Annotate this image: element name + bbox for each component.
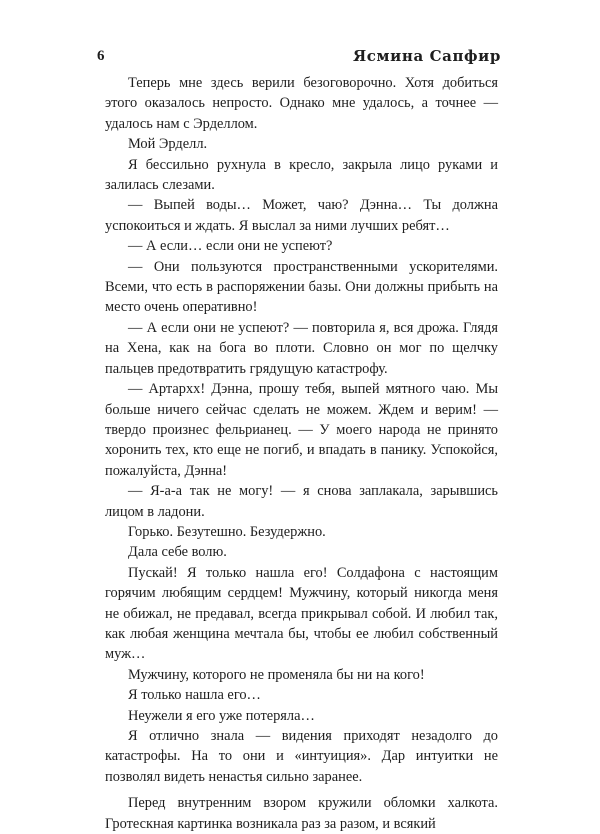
paragraph: Дала себе волю. [128, 544, 227, 561]
paragraph: Я только нашла его… [128, 687, 261, 704]
paragraph: Горько. Безутешно. Безудержно. [128, 523, 326, 540]
paragraph: — А если… если они не успеют? [128, 238, 333, 255]
paragraph: Теперь мне здесь верили безоговорочно. Хотя добиться этого оказалось непросто. Однако мне удалось, а точнее — удалось нам с Эрделлом. [105, 75, 498, 132]
paragraph: — Артархх! Дэнна, прошу тебя, выпей мятного чаю. Мы больше ничего сейчас сделать не можем. Ждем и верим! — твердо произнес фельрианец. — У моего народа не принято хоронить тех, кто еще не погиб, и впадать в панику. Успокойся, пожалуйста, Дэнна! [105, 381, 498, 479]
running-head-author: Ясмина Сапфир [352, 47, 501, 65]
paragraph: — Они пользуются пространственными ускорителями. Всеми, что есть в распоряжении базы. Они должны прибыть на место очень оперативно! [105, 258, 498, 316]
paragraph: Я отлично знала — видения приходят незадолго до катастрофы. На то они и «интуиция». Дар интуитки не позволял видеть ненастья сильно заранее. [105, 728, 498, 785]
paragraph: Перед внутренним взором кружили обломки халкота. Гротескная картинка возникала раз за разом, и всякий [105, 795, 498, 832]
paragraph: Мой Эрделл. [128, 136, 208, 153]
paragraph: Пускай! Я только нашла его! Солдафона с настоящим горячим любящим сердцем! Мужчину, который никогда меня не обижал, не предавал, всегда прикрывал собой. И любил так, как любая женщина мечтала бы, чтобы ее любил собственный муж… [105, 564, 498, 663]
paragraph: — Я-а-а так не могу! — я снова заплакала, зарывшись лицом в ладони. [105, 483, 498, 520]
paragraph: — А если они не успеют? — повторила я, вся дрожа. Глядя на Хена, как на бога во плоти. Словно он мог по щелчку пальцев предотвратить грядущую катастрофу. [105, 319, 498, 377]
paragraph: — Выпей воды… Может, чаю? Дэнна… Ты должна успокоиться и ждать. Я выслал за ними лучших ребят… [105, 197, 498, 234]
paragraph: Неужели я его уже потеряла… [128, 707, 315, 724]
paragraph: Я бессильно рухнула в кресло, закрыла лицо руками и залилась слезами. [105, 156, 498, 194]
page-number: 6 [97, 48, 105, 64]
body-text [105, 73, 498, 834]
paragraph: Мужчину, которого не променяла бы ни на кого! [128, 666, 425, 683]
